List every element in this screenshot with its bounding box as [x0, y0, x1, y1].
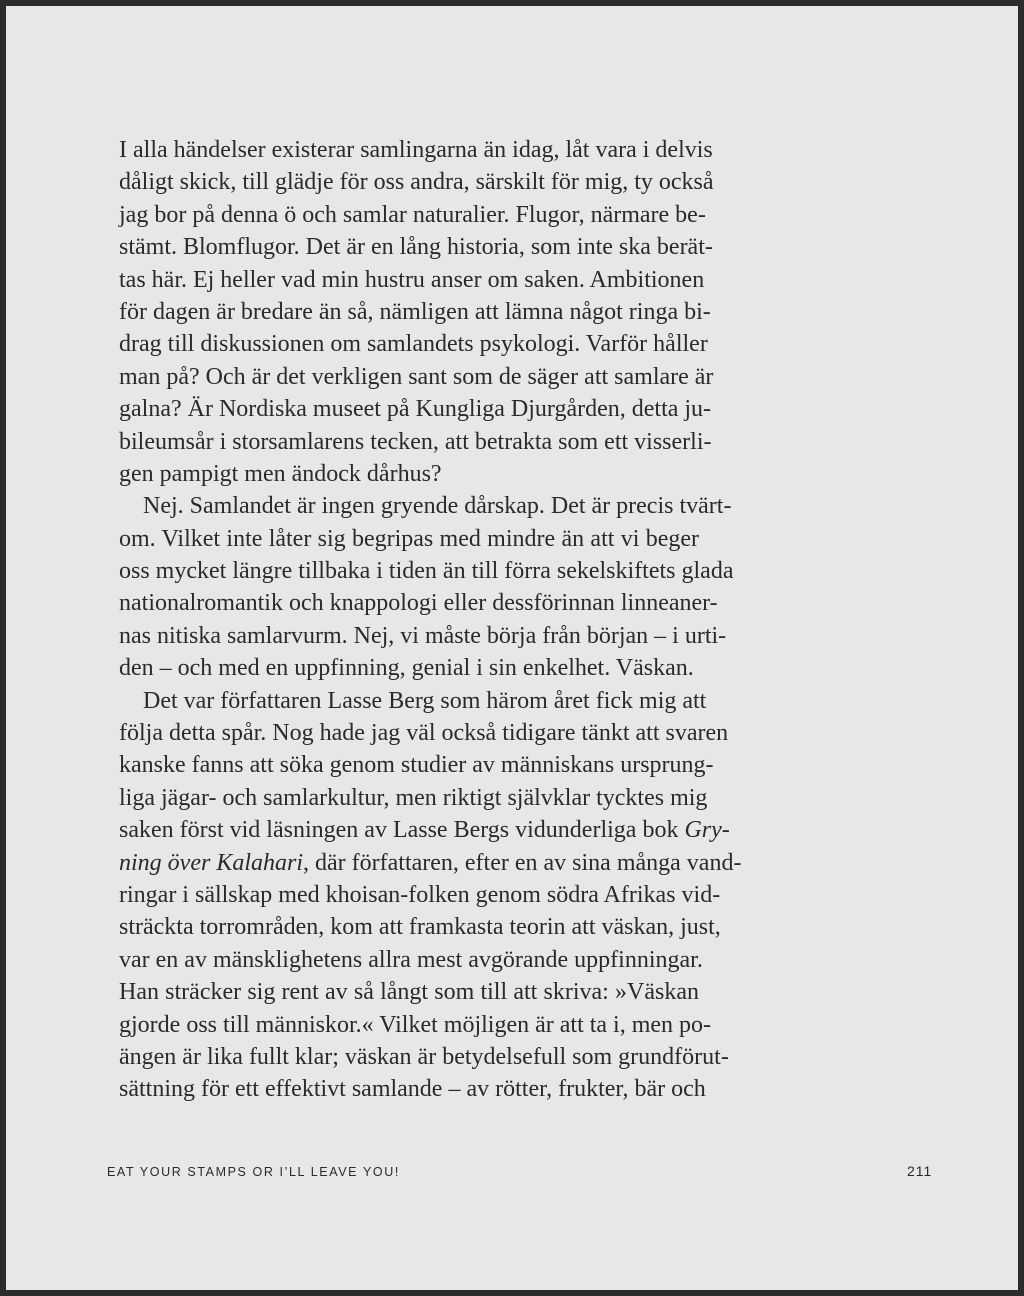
book-page [6, 6, 1018, 1290]
text-line: liga jägar- och samlarkultur, men riktigt självklar tycktes mig [119, 784, 708, 811]
text-line: följa detta spår. Nog hade jag väl också tidigare tänkt att svaren [119, 720, 729, 747]
text-line: jag bor på denna ö och samlar naturalier. Flugor, närmare be- [119, 201, 706, 228]
body-text [119, 134, 742, 1106]
text-line: var en av mänsklighetens allra mest avgörande uppfinningar. [119, 946, 703, 973]
text-line: oss mycket längre tillbaka i tiden än till förra sekelskiftets glada [119, 558, 734, 585]
text-line: sättning för ett effektivt samlande – av rötter, frukter, bär och [119, 1076, 706, 1103]
text-line: drag till diskussionen om samlandets psykologi. Varför håller [119, 331, 708, 358]
text-line: ning över Kalahari, där författaren, efter en av sina många vand- [119, 849, 742, 876]
text-line: I alla händelser existerar samlingarna än idag, låt vara i delvis [119, 137, 713, 163]
text-line: tas här. Ej heller vad min hustru anser om saken. Ambitionen [119, 266, 705, 293]
text-line: Han sträcker sig rent av så långt som till att skriva: »Väskan [119, 979, 699, 1006]
text-line: nationalromantik och knappologi eller dessförinnan linneaner- [119, 590, 718, 617]
text-line: ängen är lika fullt klar; väskan är betydelsefull som grundförut- [119, 1043, 729, 1070]
running-footer-title: EAT YOUR STAMPS OR I’LL LEAVE YOU! [107, 1165, 400, 1179]
text-line: gen pampigt men ändock dårhus? [119, 460, 442, 487]
text-line: kanske fanns att söka genom studier av människans ursprung- [119, 752, 714, 779]
page-number: 211 [907, 1163, 933, 1179]
text-line: ringar i sällskap med khoisan-folken genom södra Afrikas vid- [119, 881, 721, 908]
text-line: sträckta torrområden, kom att framkasta teorin att väskan, just, [119, 914, 721, 941]
text-line: stämt. Blomflugor. Det är en lång historia, som inte ska berät- [119, 234, 713, 261]
text-line: den – och med en uppfinning, genial i sin enkelhet. Väskan. [119, 655, 694, 682]
text-line: dåligt skick, till glädje för oss andra, särskilt för mig, ty också [119, 169, 714, 196]
text-line: Nej. Samlandet är ingen gryende dårskap. Det är precis tvärt- [143, 493, 732, 520]
text-line: om. Vilket inte låter sig begripas med mindre än att vi beger [119, 525, 699, 552]
text-line: saken först vid läsningen av Lasse Bergs vidunderliga bok Gry- [119, 817, 730, 844]
text-line: man på? Och är det verkligen sant som de säger att samlare är [119, 363, 714, 390]
text-line: Det var författaren Lasse Berg som härom året fick mig att [143, 687, 707, 714]
text-line: bileumsår i storsamlarens tecken, att betrakta som ett visserli- [119, 428, 712, 455]
text-line: för dagen är bredare än så, nämligen att lämna något ringa bi- [119, 298, 711, 325]
text-line: galna? Är Nordiska museet på Kungliga Djurgården, detta ju- [119, 396, 712, 423]
text-line: nas nitiska samlarvurm. Nej, vi måste börja från början – i urti- [119, 622, 727, 649]
text-line: gjorde oss till människor.« Vilket möjligen är att ta i, men po- [119, 1011, 712, 1038]
